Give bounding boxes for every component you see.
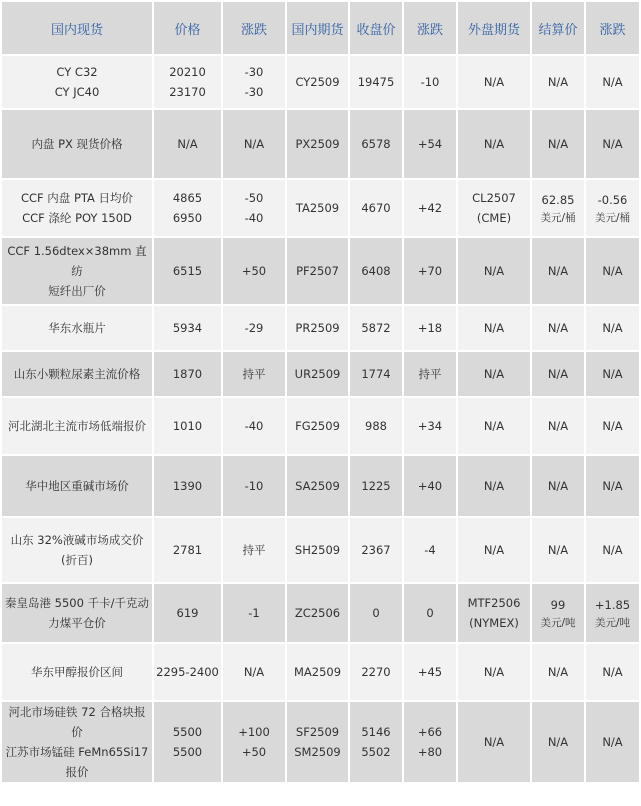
cell-spot [2, 180, 152, 236]
cell-line: 5502 [361, 745, 391, 759]
cell-line: 2367 [361, 543, 391, 557]
table-row [2, 702, 639, 782]
cell-line: 力煤平仓价 [48, 616, 106, 630]
cell-foreign-futures [458, 518, 530, 582]
cell-futures [287, 238, 348, 304]
cell-spot [2, 306, 152, 350]
cell-line: SM2509 [294, 745, 341, 759]
cell-settle [532, 702, 584, 782]
cell-line: 5500 [172, 745, 203, 759]
cell-line: CCF 内盘 PTA 日均价 [20, 191, 134, 205]
cell-futures-change [404, 180, 456, 236]
cell-change [223, 180, 285, 236]
header-foreign-change: 涨跌 [586, 2, 639, 54]
cell-line: N/A [602, 665, 623, 679]
cell-line: 2295-2400 [156, 665, 219, 679]
cell-line: PF2507 [296, 264, 339, 278]
cell-line: N/A [547, 264, 569, 278]
cell-line: N/A [483, 479, 505, 493]
cell-line: 江苏市场锰硅 FeMn65Si17 [5, 745, 149, 759]
cell-settle [532, 644, 584, 700]
cell-line: N/A [547, 321, 569, 335]
cell-line: -40 [244, 419, 264, 433]
cell-foreign-futures [458, 702, 530, 782]
cell-price [154, 110, 221, 178]
cell-line: N/A [602, 321, 623, 335]
cell-line: (NYMEX) [469, 616, 519, 630]
cell-close [350, 180, 402, 236]
cell-futures [287, 306, 348, 350]
cell-line: 6515 [172, 264, 203, 278]
table-row [2, 584, 639, 642]
cell-price [154, 644, 221, 700]
cell-line: +80 [417, 745, 443, 759]
cell-line: CCF 1.56dtex×38mm 直纺 [7, 244, 147, 278]
cell-line: N/A [547, 735, 569, 749]
cell-line: N/A [602, 479, 623, 493]
cell-price [154, 56, 221, 108]
cell-futures-change [404, 584, 456, 642]
cell-close [350, 110, 402, 178]
cell-change [223, 398, 285, 454]
cell-line: FG2509 [295, 419, 340, 433]
cell-line: 0 [426, 606, 434, 620]
cell-close [350, 584, 402, 642]
cell-line: CCF 涤纶 POY 150D [22, 211, 132, 225]
cell-line: N/A [243, 665, 265, 679]
cell-line: 5500 [172, 725, 203, 739]
cell-futures [287, 584, 348, 642]
cell-spot [2, 352, 152, 396]
cell-line: 6578 [361, 137, 391, 151]
cell-line: PX2509 [295, 137, 340, 151]
cell-change [223, 306, 285, 350]
cell-change [223, 238, 285, 304]
cell-line: N/A [602, 137, 623, 151]
cell-settle [532, 110, 584, 178]
cell-line: TA2509 [295, 201, 340, 215]
cell-line: N/A [547, 419, 569, 433]
cell-futures-change [404, 456, 456, 516]
cell-futures-change [404, 56, 456, 108]
cell-line: N/A [483, 367, 505, 381]
cell-settle [532, 352, 584, 396]
table-row [2, 352, 639, 396]
cell-line: CY JC40 [54, 85, 100, 99]
cell-spot [2, 518, 152, 582]
cell-line: N/A [602, 367, 623, 381]
cell-line: 华东水瓶片 [48, 321, 106, 335]
cell-foreign-futures [458, 584, 530, 642]
cell-line: 62.85 [541, 193, 575, 207]
cell-settle [532, 180, 584, 236]
cell-line: 99 [550, 598, 566, 612]
cell-line: N/A [483, 264, 505, 278]
cell-foreign-futures [458, 56, 530, 108]
cell-price [154, 702, 221, 782]
cell-spot [2, 702, 152, 782]
header-close: 收盘价 [350, 2, 402, 54]
cell-line: N/A [602, 75, 623, 89]
header-change: 涨跌 [223, 2, 285, 54]
cell-line: N/A [602, 735, 623, 749]
cell-line: 山东小颗粒尿素主流价格 [13, 367, 141, 381]
cell-futures [287, 518, 348, 582]
cell-foreign-change [586, 238, 639, 304]
table-row [2, 110, 639, 178]
cell-foreign-change [586, 702, 639, 782]
cell-foreign-futures [458, 456, 530, 516]
cell-line: N/A [547, 137, 569, 151]
cell-change [223, 644, 285, 700]
cell-line: +40 [417, 479, 443, 493]
cell-price [154, 238, 221, 304]
cell-line: N/A [547, 367, 569, 381]
cell-line: -4 [424, 543, 436, 557]
cell-foreign-change [586, 180, 639, 236]
cell-change [223, 518, 285, 582]
cell-price [154, 306, 221, 350]
header-futures-change: 涨跌 [404, 2, 456, 54]
cell-line: 988 [365, 419, 387, 433]
cell-spot [2, 56, 152, 108]
cell-line: 5872 [361, 321, 391, 335]
cell-line: +18 [417, 321, 443, 335]
cell-line: 19475 [357, 75, 395, 89]
cell-futures [287, 110, 348, 178]
cell-settle [532, 56, 584, 108]
cell-line: UR2509 [294, 367, 341, 381]
cell-futures [287, 352, 348, 396]
cell-line: 内盘 PX 现货价格 [31, 137, 123, 151]
cell-foreign-change [586, 456, 639, 516]
cell-foreign-change [586, 56, 639, 108]
cell-foreign-futures [458, 238, 530, 304]
cell-line: +54 [417, 137, 443, 151]
table-row [2, 180, 639, 236]
cell-foreign-futures [458, 644, 530, 700]
cell-spot [2, 238, 152, 304]
cell-line: 美元/吨 [540, 617, 576, 629]
cell-line: 美元/桶 [540, 212, 576, 224]
cell-line: PR2509 [295, 321, 340, 335]
cell-foreign-futures [458, 352, 530, 396]
cell-line: +66 [417, 725, 443, 739]
cell-line: -50 [244, 191, 264, 205]
cell-close [350, 238, 402, 304]
cell-line: CL2507 [472, 191, 516, 205]
cell-close [350, 456, 402, 516]
cell-line: N/A [547, 665, 569, 679]
cell-line: 20210 [169, 65, 206, 79]
cell-settle [532, 238, 584, 304]
cell-futures-change [404, 352, 456, 396]
cell-line: 1390 [172, 479, 203, 493]
cell-line: +70 [417, 264, 443, 278]
cell-foreign-change [586, 644, 639, 700]
cell-line: 持平 [242, 543, 266, 557]
cell-change [223, 584, 285, 642]
cell-futures-change [404, 238, 456, 304]
cell-line: N/A [547, 75, 569, 89]
cell-line: -0.56 [597, 193, 628, 207]
cell-line: 美元/吨 [594, 617, 631, 629]
table-row [2, 518, 639, 582]
cell-change [223, 702, 285, 782]
cell-line: 持平 [242, 367, 266, 381]
cell-line: 2270 [361, 665, 391, 679]
cell-line: SH2509 [294, 543, 341, 557]
cell-line: +50 [241, 264, 267, 278]
cell-futures-change [404, 518, 456, 582]
cell-close [350, 352, 402, 396]
cell-line: N/A [547, 479, 569, 493]
cell-line: -40 [244, 211, 264, 225]
header-spot: 国内现货 [2, 2, 152, 54]
cell-settle [532, 584, 584, 642]
cell-line: CY C32 [56, 65, 98, 79]
cell-line: 短纤出厂价 [48, 284, 106, 298]
header-row [2, 2, 639, 54]
cell-line: 1010 [172, 419, 203, 433]
table-row [2, 644, 639, 700]
table-body [2, 56, 639, 782]
cell-line: 华中地区重碱市场价 [25, 479, 129, 493]
cell-close [350, 644, 402, 700]
cell-line: (CME) [476, 211, 512, 225]
cell-spot [2, 110, 152, 178]
cell-line: SF2509 [295, 725, 340, 739]
cell-price [154, 398, 221, 454]
cell-line: 河北湖北主流市场低端报价 [8, 419, 146, 433]
cell-line: 5934 [172, 321, 203, 335]
cell-line: N/A [483, 735, 505, 749]
cell-futures [287, 56, 348, 108]
cell-price [154, 180, 221, 236]
cell-line: 河北市场硅铁 72 合格块报价 [8, 705, 146, 739]
cell-change [223, 352, 285, 396]
cell-line: N/A [602, 264, 623, 278]
cell-line: -1 [248, 606, 260, 620]
cell-line: 619 [176, 606, 199, 620]
cell-line: MTF2506 [467, 596, 521, 610]
cell-spot [2, 456, 152, 516]
cell-futures-change [404, 110, 456, 178]
cell-line: 持平 [418, 367, 442, 381]
cell-change [223, 456, 285, 516]
cell-close [350, 306, 402, 350]
cell-close [350, 398, 402, 454]
cell-line: CY2509 [295, 75, 340, 89]
cell-close [350, 518, 402, 582]
table-row [2, 306, 639, 350]
cell-foreign-change [586, 306, 639, 350]
cell-line: -10 [420, 75, 440, 89]
cell-line: 0 [372, 606, 380, 620]
cell-spot [2, 644, 152, 700]
cell-line: N/A [483, 137, 505, 151]
cell-line: 2781 [172, 543, 203, 557]
header-foreign-futures: 外盘期货 [458, 2, 530, 54]
cell-line: 报价 [65, 765, 89, 779]
cell-foreign-change [586, 518, 639, 582]
cell-line: N/A [243, 137, 265, 151]
cell-line: +1.85 [594, 598, 631, 612]
cell-line: -30 [244, 65, 264, 79]
cell-close [350, 702, 402, 782]
cell-line: -29 [244, 321, 264, 335]
cell-line: N/A [483, 665, 505, 679]
header-futures: 国内期货 [287, 2, 348, 54]
cell-foreign-futures [458, 110, 530, 178]
cell-line: N/A [483, 543, 505, 557]
cell-settle [532, 398, 584, 454]
cell-line: N/A [483, 419, 505, 433]
cell-line: N/A [177, 137, 198, 151]
cell-price [154, 518, 221, 582]
cell-line: 美元/桶 [594, 212, 631, 224]
cell-price [154, 584, 221, 642]
header-settle: 结算价 [532, 2, 584, 54]
cell-line: 秦皇岛港 5500 千卡/千克动 [5, 596, 149, 610]
cell-line: ZC2506 [294, 606, 341, 620]
cell-change [223, 110, 285, 178]
cell-foreign-change [586, 398, 639, 454]
cell-line: N/A [602, 543, 623, 557]
cell-price [154, 352, 221, 396]
cell-line: 6408 [361, 264, 391, 278]
table-row [2, 398, 639, 454]
cell-foreign-futures [458, 180, 530, 236]
cell-line: -10 [244, 479, 264, 493]
cell-line: N/A [602, 419, 623, 433]
cell-futures-change [404, 702, 456, 782]
cell-price [154, 456, 221, 516]
table-row [2, 456, 639, 516]
cell-futures-change [404, 644, 456, 700]
cell-spot [2, 584, 152, 642]
table-row [2, 56, 639, 108]
cell-line: 4670 [361, 201, 391, 215]
cell-futures [287, 644, 348, 700]
cell-line: N/A [547, 543, 569, 557]
cell-futures [287, 456, 348, 516]
header-price: 价格 [154, 2, 221, 54]
cell-line: 1774 [361, 367, 391, 381]
cell-futures-change [404, 398, 456, 454]
cell-line: 5146 [361, 725, 391, 739]
cell-foreign-futures [458, 306, 530, 350]
cell-line: N/A [483, 321, 505, 335]
table-row [2, 238, 639, 304]
cell-line: 山东 32%液碱市场成交价 [10, 533, 144, 547]
cell-foreign-futures [458, 398, 530, 454]
cell-line: 华东甲醇报价区间 [31, 665, 123, 679]
cell-line: +34 [417, 419, 443, 433]
cell-foreign-change [586, 352, 639, 396]
cell-line: +42 [417, 201, 443, 215]
cell-line: -30 [244, 85, 264, 99]
cell-futures [287, 398, 348, 454]
cell-line: 6950 [172, 211, 203, 225]
cell-foreign-change [586, 584, 639, 642]
cell-line: 4865 [172, 191, 203, 205]
cell-change [223, 56, 285, 108]
cell-line: MA2509 [293, 665, 342, 679]
cell-line: 1870 [172, 367, 203, 381]
cell-foreign-change [586, 110, 639, 178]
cell-line: +100 [238, 725, 270, 739]
cell-line: (折百) [61, 553, 93, 567]
cell-line: +50 [241, 745, 267, 759]
cell-spot [2, 398, 152, 454]
cell-line: 23170 [169, 85, 206, 99]
cell-line: SA2509 [295, 479, 340, 493]
cell-settle [532, 306, 584, 350]
cell-line: +45 [417, 665, 443, 679]
cell-line: N/A [483, 75, 505, 89]
cell-line: 1225 [361, 479, 391, 493]
cell-futures [287, 180, 348, 236]
cell-settle [532, 518, 584, 582]
cell-futures-change [404, 306, 456, 350]
cell-futures [287, 702, 348, 782]
cell-settle [532, 456, 584, 516]
cell-close [350, 56, 402, 108]
